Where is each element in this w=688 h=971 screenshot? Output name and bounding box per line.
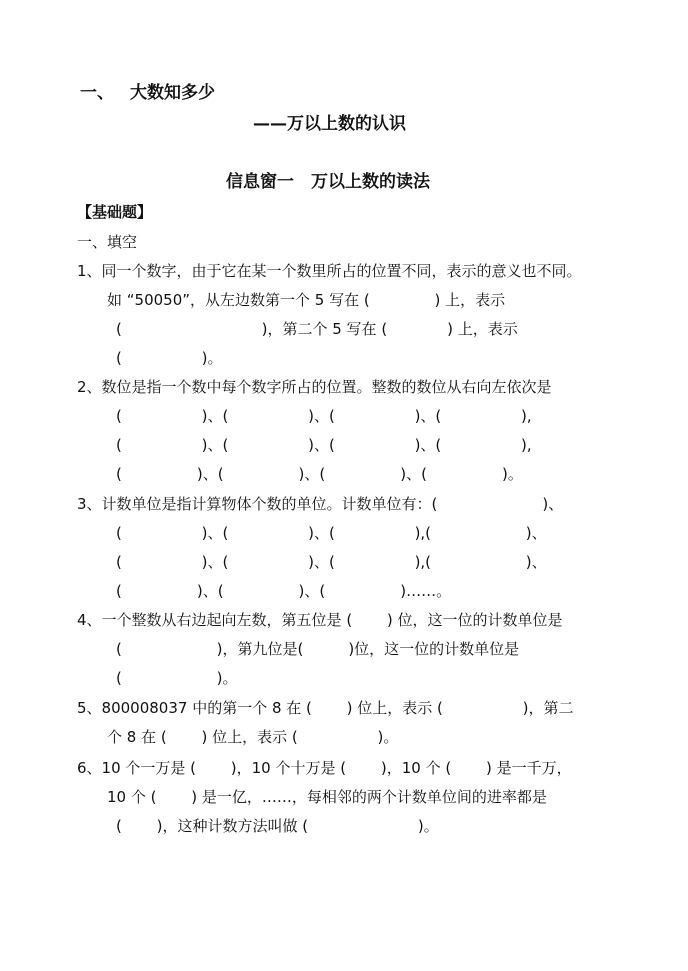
q4-line-1: 4、一个整数从右边起向左数，第五位是 ( ) 位，这一位的计数单位是: [77, 611, 563, 629]
part-heading: 一、填空: [77, 233, 138, 251]
q1-line-3: ( )，第二个 5 写在 ( ) 上，表示: [116, 320, 518, 338]
q3-line-1: 3、计数单位是指计算物体个数的单位。计数单位有：( )、: [77, 495, 564, 513]
q1-line-2: 如 “50050”，从左边数第一个 5 写在 ( ) 上，表示: [107, 291, 506, 309]
section-title: 信息窗一 万以上数的读法: [226, 172, 430, 192]
q1-line-1: 1、同一个数字，由于它在某一个数里所占的位置不同，表示的意义也不同。: [77, 262, 582, 280]
q2-line-3: ( )、( )、( )、( ),: [116, 436, 532, 454]
q1-line-4: ( )。: [116, 349, 223, 367]
q3-line-4: ( )、( )、( )……。: [116, 582, 452, 600]
q5-line-1: 5、800008037 中的第一个 8 在 ( ) 位上，表示 ( )，第二: [77, 699, 574, 717]
unit-heading-number: 一、: [80, 83, 114, 103]
q3-line-2: ( )、( )、( ),( )、: [116, 524, 547, 542]
unit-subtitle: ——万以上数的认识: [253, 114, 406, 134]
basic-label: 【基础题】: [77, 203, 153, 221]
q2-line-4: ( )、( )、( )、( )。: [116, 465, 523, 483]
q3-line-3: ( )、( )、( ),( )、: [116, 553, 547, 571]
q6-line-2: 10 个 ( ) 是一亿，……，每相邻的两个计数单位间的进率都是: [107, 788, 547, 806]
unit-heading-title: 大数知多少: [130, 83, 215, 103]
q2-line-1: 2、数位是指一个数中每个数字所占的位置。整数的数位从右向左依次是: [77, 378, 552, 396]
q6-line-3: ( )，这种计数方法叫做 ( )。: [116, 817, 439, 835]
q5-line-2: 个 8 在 ( ) 位上，表示 ( )。: [107, 728, 399, 746]
q4-line-3: ( )。: [116, 669, 238, 687]
q4-line-2: ( )，第九位是( )位，这一位的计数单位是: [116, 640, 520, 658]
q6-line-1: 6、10 个一万是 ( )，10 个十万是 ( )，10 个 ( ) 是一千万，: [77, 759, 572, 777]
q2-line-2: ( )、( )、( )、( ),: [116, 407, 532, 425]
